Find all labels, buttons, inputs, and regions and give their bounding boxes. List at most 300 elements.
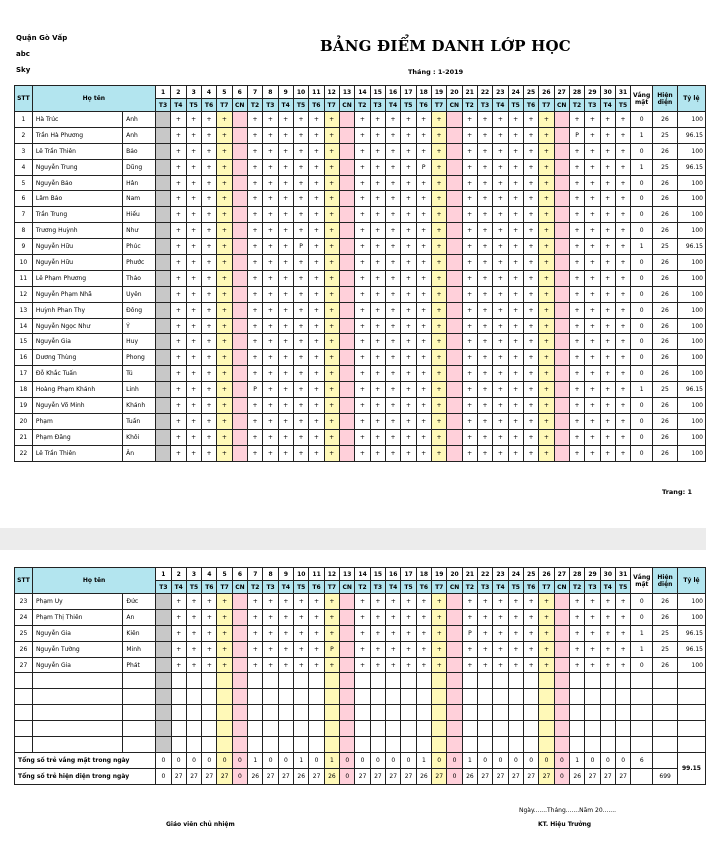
- attendance-cell: [554, 239, 569, 255]
- attendance-cell: +: [462, 350, 477, 366]
- attendance-cell: +: [401, 112, 416, 128]
- present-day-total: 27: [355, 768, 370, 784]
- empty-cell: [232, 673, 247, 689]
- present-count: 25: [653, 127, 678, 143]
- attendance-cell: +: [569, 286, 584, 302]
- attendance-cell: +: [247, 398, 262, 414]
- stt-cell: 7: [15, 207, 33, 223]
- empty-cell: [294, 673, 309, 689]
- attendance-cell: +: [462, 239, 477, 255]
- attendance-cell: [155, 270, 170, 286]
- attendance-cell: +: [539, 318, 554, 334]
- weekday-label: T5: [616, 581, 631, 594]
- attendance-cell: +: [293, 398, 308, 414]
- attendance-cell: +: [508, 429, 523, 445]
- empty-cell: [386, 673, 401, 689]
- attendance-cell: +: [370, 223, 385, 239]
- last-name-cell: Đỗ Khắc Tuấn: [32, 366, 122, 382]
- attendance-cell: [554, 625, 569, 641]
- attendance-cell: [232, 594, 247, 610]
- attendance-cell: +: [416, 175, 431, 191]
- attendance-cell: +: [539, 270, 554, 286]
- attendance-cell: +: [309, 302, 324, 318]
- absent-day-total: 0: [478, 752, 493, 768]
- attendance-cell: [554, 429, 569, 445]
- last-name-cell: Lê Trần Thiên: [32, 143, 122, 159]
- attendance-cell: +: [186, 255, 201, 271]
- attendance-cell: [232, 223, 247, 239]
- attendance-cell: +: [477, 398, 492, 414]
- attendance-cell: +: [355, 223, 370, 239]
- weekday-label: CN: [447, 99, 462, 112]
- empty-cell: [248, 721, 263, 737]
- attendance-cell: +: [201, 239, 216, 255]
- attendance-cell: +: [493, 302, 508, 318]
- present-count: 26: [653, 609, 678, 625]
- day-number: 25: [524, 568, 539, 581]
- present-count: 26: [653, 398, 678, 414]
- absent-day-total: 0: [278, 752, 293, 768]
- attendance-cell: +: [570, 641, 585, 657]
- attendance-cell: +: [324, 127, 339, 143]
- attendance-cell: +: [309, 334, 324, 350]
- attendance-cell: +: [278, 350, 293, 366]
- absent-day-total: 1: [570, 752, 585, 768]
- empty-cell: [653, 737, 678, 753]
- attendance-cell: [554, 302, 569, 318]
- attendance-cell: +: [309, 609, 324, 625]
- attendance-cell: +: [600, 175, 615, 191]
- attendance-cell: +: [600, 127, 615, 143]
- attendance-cell: +: [615, 350, 630, 366]
- attendance-cell: +: [171, 641, 186, 657]
- attendance-cell: +: [201, 191, 216, 207]
- attendance-cell: +: [186, 143, 201, 159]
- weekday-label: T4: [493, 99, 508, 112]
- attendance-cell: [447, 318, 462, 334]
- attendance-cell: +: [370, 657, 385, 673]
- attendance-cell: +: [477, 159, 492, 175]
- attendance-cell: +: [523, 445, 538, 461]
- empty-cell: [309, 737, 324, 753]
- first-name-cell: Đông: [123, 302, 156, 318]
- attendance-cell: +: [585, 318, 600, 334]
- attendance-cell: +: [401, 239, 416, 255]
- empty-cell: [432, 721, 447, 737]
- weekday-label: T5: [508, 581, 523, 594]
- attendance-cell: [232, 429, 247, 445]
- first-name-cell: Hiếu: [123, 207, 156, 223]
- attendance-cell: +: [431, 382, 446, 398]
- attendance-cell: +: [263, 112, 278, 128]
- empty-cell: [508, 737, 523, 753]
- attendance-cell: +: [278, 207, 293, 223]
- day-number: 8: [263, 86, 278, 99]
- blank-cell: [653, 752, 678, 768]
- weekday-label: T7: [324, 99, 339, 112]
- attendance-cell: +: [370, 286, 385, 302]
- attendance-cell: +: [263, 159, 278, 175]
- attendance-cell: +: [278, 223, 293, 239]
- attendance-cell: +: [401, 594, 416, 610]
- attendance-cell: +: [524, 625, 539, 641]
- empty-cell: [570, 673, 585, 689]
- absent-count: 0: [631, 350, 653, 366]
- day-number: 22: [477, 86, 492, 99]
- empty-cell: [186, 673, 201, 689]
- weekday-label: T6: [201, 99, 216, 112]
- empty-cell: [123, 673, 156, 689]
- attendance-cell: +: [477, 318, 492, 334]
- stt-cell: 27: [15, 657, 33, 673]
- present-count: 25: [653, 625, 678, 641]
- weekday-label: T2: [355, 581, 370, 594]
- empty-cell: [508, 689, 523, 705]
- attendance-cell: [447, 286, 462, 302]
- attendance-cell: +: [324, 207, 339, 223]
- attendance-cell: +: [600, 382, 615, 398]
- last-name-cell: Nguyễn Ngọc Như: [32, 318, 122, 334]
- attendance-cell: +: [508, 350, 523, 366]
- attendance-cell: +: [217, 270, 232, 286]
- attendance-cell: +: [585, 382, 600, 398]
- stt-cell: 15: [15, 334, 33, 350]
- present-day-total: 0: [447, 768, 462, 784]
- attendance-cell: [554, 112, 569, 128]
- attendance-cell: +: [293, 112, 308, 128]
- weekday-label: T5: [508, 99, 523, 112]
- empty-cell: [186, 737, 201, 753]
- empty-cell: [32, 737, 122, 753]
- day-number: 30: [600, 86, 615, 99]
- attendance-cell: +: [186, 175, 201, 191]
- attendance-cell: +: [385, 175, 400, 191]
- attendance-cell: +: [569, 398, 584, 414]
- present-count: 26: [653, 318, 678, 334]
- attendance-cell: +: [294, 625, 309, 641]
- attendance-cell: +: [171, 239, 186, 255]
- rate-cell: 100: [677, 112, 705, 128]
- attendance-cell: +: [600, 207, 615, 223]
- rate-cell: 96.15: [677, 127, 705, 143]
- rate-cell: 100: [677, 413, 705, 429]
- attendance-cell: +: [539, 239, 554, 255]
- attendance-cell: [156, 657, 171, 673]
- attendance-cell: +: [324, 382, 339, 398]
- empty-cell: [478, 737, 493, 753]
- attendance-cell: +: [416, 207, 431, 223]
- day-number: 28: [569, 86, 584, 99]
- rate-cell: 100: [677, 255, 705, 271]
- attendance-cell: +: [416, 382, 431, 398]
- attendance-cell: [447, 239, 462, 255]
- empty-cell: [600, 705, 615, 721]
- weekday-label: T4: [493, 581, 508, 594]
- weekday-label: T3: [155, 99, 170, 112]
- day-number: 18: [416, 86, 431, 99]
- attendance-cell: +: [569, 302, 584, 318]
- attendance-cell: [155, 429, 170, 445]
- attendance-cell: +: [278, 270, 293, 286]
- rate-cell: 100: [677, 270, 705, 286]
- attendance-cell: +: [600, 609, 615, 625]
- last-name-cell: Lê Trần Thiên: [32, 445, 122, 461]
- attendance-cell: [155, 175, 170, 191]
- attendance-cell: [155, 445, 170, 461]
- attendance-cell: +: [539, 334, 554, 350]
- attendance-cell: +: [385, 223, 400, 239]
- absent-count: 0: [631, 657, 653, 673]
- empty-cell: [600, 689, 615, 705]
- attendance-cell: +: [263, 594, 278, 610]
- attendance-cell: +: [186, 318, 201, 334]
- attendance-cell: +: [370, 112, 385, 128]
- attendance-cell: +: [478, 657, 493, 673]
- attendance-cell: +: [493, 413, 508, 429]
- present-count: 26: [653, 350, 678, 366]
- weekday-label: T5: [401, 99, 416, 112]
- first-name-cell: Tú: [123, 366, 156, 382]
- stt-cell: 6: [15, 191, 33, 207]
- day-number: 26: [539, 86, 554, 99]
- rate-header: Tỷ lệ: [677, 568, 705, 594]
- empty-row: [15, 689, 706, 705]
- rate-cell: 100: [677, 657, 705, 673]
- attendance-cell: +: [569, 334, 584, 350]
- absent-day-total: 0: [232, 752, 247, 768]
- attendance-cell: [155, 223, 170, 239]
- weekday-label: T3: [585, 99, 600, 112]
- attendance-cell: [232, 657, 247, 673]
- present-count: 26: [653, 594, 678, 610]
- attendance-cell: +: [217, 143, 232, 159]
- attendance-cell: [447, 175, 462, 191]
- empty-cell: [600, 721, 615, 737]
- empty-cell: [539, 705, 554, 721]
- attendance-cell: +: [508, 609, 523, 625]
- attendance-cell: +: [217, 302, 232, 318]
- attendance-cell: +: [462, 318, 477, 334]
- empty-cell: [677, 721, 705, 737]
- attendance-cell: +: [462, 413, 477, 429]
- absent-grand-total: 6: [631, 752, 653, 768]
- attendance-cell: +: [523, 223, 538, 239]
- attendance-cell: +: [263, 366, 278, 382]
- attendance-cell: +: [477, 175, 492, 191]
- attendance-cell: +: [508, 641, 523, 657]
- empty-cell: [15, 689, 33, 705]
- present-count: 26: [653, 657, 678, 673]
- day-number: 8: [263, 568, 278, 581]
- attendance-cell: +: [431, 191, 446, 207]
- attendance-cell: [447, 334, 462, 350]
- attendance-cell: +: [539, 143, 554, 159]
- day-number: 14: [355, 568, 370, 581]
- attendance-cell: +: [385, 413, 400, 429]
- last-name-cell: Trần Trung: [32, 207, 122, 223]
- day-number: 6: [232, 86, 247, 99]
- empty-cell: [653, 721, 678, 737]
- day-number: 29: [585, 568, 600, 581]
- empty-row: [15, 737, 706, 753]
- attendance-cell: +: [585, 159, 600, 175]
- attendance-cell: +: [523, 318, 538, 334]
- attendance-cell: +: [585, 286, 600, 302]
- weekday-label: CN: [554, 581, 569, 594]
- attendance-cell: +: [201, 112, 216, 128]
- day-number: 31: [616, 568, 631, 581]
- attendance-cell: +: [401, 286, 416, 302]
- attendance-cell: +: [585, 143, 600, 159]
- empty-cell: [156, 705, 171, 721]
- absent-count: 0: [631, 594, 653, 610]
- attendance-cell: [232, 159, 247, 175]
- attendance-cell: +: [278, 286, 293, 302]
- attendance-cell: [232, 318, 247, 334]
- first-name-cell: Uyên: [123, 286, 156, 302]
- attendance-cell: +: [523, 302, 538, 318]
- attendance-cell: +: [201, 382, 216, 398]
- attendance-cell: +: [523, 366, 538, 382]
- absent-count: 0: [631, 255, 653, 271]
- attendance-cell: +: [278, 191, 293, 207]
- empty-cell: [600, 673, 615, 689]
- attendance-cell: +: [370, 255, 385, 271]
- present-count: 26: [653, 429, 678, 445]
- absent-count: 0: [631, 318, 653, 334]
- empty-cell: [202, 673, 217, 689]
- attendance-cell: [156, 641, 171, 657]
- attendance-cell: +: [186, 382, 201, 398]
- attendance-cell: [339, 429, 354, 445]
- attendance-cell: +: [355, 625, 370, 641]
- attendance-cell: [339, 207, 354, 223]
- attendance-cell: +: [247, 350, 262, 366]
- attendance-cell: +: [324, 625, 339, 641]
- attendance-cell: +: [217, 175, 232, 191]
- absent-day-total: 0: [447, 752, 462, 768]
- attendance-cell: +: [477, 270, 492, 286]
- attendance-cell: +: [293, 350, 308, 366]
- weekday-label: T7: [217, 581, 232, 594]
- first-name-cell: Tuấn: [123, 413, 156, 429]
- present-day-total: 0: [340, 768, 355, 784]
- attendance-cell: [232, 191, 247, 207]
- absent-day-total: 0: [386, 752, 401, 768]
- attendance-cell: P: [569, 127, 584, 143]
- attendance-cell: P: [293, 239, 308, 255]
- present-day-total: 27: [432, 768, 447, 784]
- attendance-cell: +: [355, 302, 370, 318]
- attendance-cell: +: [416, 657, 431, 673]
- weekday-label: T3: [263, 99, 278, 112]
- present-count: 26: [653, 413, 678, 429]
- day-number: 15: [370, 86, 385, 99]
- empty-cell: [355, 721, 370, 737]
- attendance-cell: +: [493, 366, 508, 382]
- attendance-cell: +: [370, 641, 385, 657]
- attendance-cell: +: [493, 112, 508, 128]
- empty-cell: [202, 721, 217, 737]
- attendance-cell: +: [309, 625, 324, 641]
- attendance-cell: [156, 594, 171, 610]
- empty-cell: [616, 721, 631, 737]
- attendance-cell: +: [324, 350, 339, 366]
- attendance-cell: [232, 382, 247, 398]
- attendance-cell: +: [615, 270, 630, 286]
- present-day-total: 26: [248, 768, 263, 784]
- attendance-cell: +: [539, 366, 554, 382]
- absent-day-total: 0: [171, 752, 186, 768]
- first-name-cell: Ý: [123, 318, 156, 334]
- attendance-cell: +: [324, 286, 339, 302]
- attendance-cell: +: [615, 445, 630, 461]
- attendance-cell: +: [201, 223, 216, 239]
- last-name-cell: Nguyễn Bảo: [32, 175, 122, 191]
- stt-cell: 8: [15, 223, 33, 239]
- attendance-cell: +: [569, 350, 584, 366]
- attendance-cell: +: [263, 239, 278, 255]
- day-number: 15: [370, 568, 385, 581]
- attendance-table: [14, 85, 706, 462]
- attendance-cell: +: [508, 223, 523, 239]
- table-row: [15, 366, 706, 382]
- attendance-cell: +: [247, 270, 262, 286]
- attendance-cell: +: [294, 641, 309, 657]
- absent-day-total: 0: [539, 752, 554, 768]
- last-name-cell: Nguyễn Võ Minh: [32, 398, 122, 414]
- attendance-cell: +: [370, 398, 385, 414]
- attendance-cell: +: [309, 223, 324, 239]
- present-grand-total: 699: [653, 768, 678, 784]
- attendance-cell: +: [508, 191, 523, 207]
- attendance-cell: +: [431, 143, 446, 159]
- attendance-cell: +: [462, 609, 477, 625]
- attendance-cell: +: [569, 112, 584, 128]
- empty-cell: [278, 721, 293, 737]
- attendance-cell: +: [278, 594, 293, 610]
- day-number: 7: [248, 568, 263, 581]
- stt-cell: 1: [15, 112, 33, 128]
- attendance-cell: +: [186, 112, 201, 128]
- attendance-cell: +: [171, 398, 186, 414]
- attendance-cell: +: [585, 366, 600, 382]
- attendance-cell: +: [309, 429, 324, 445]
- attendance-cell: +: [431, 207, 446, 223]
- first-name-cell: Minh: [123, 641, 156, 657]
- attendance-cell: +: [477, 207, 492, 223]
- empty-cell: [493, 673, 508, 689]
- page-title: BẢNG ĐIỂM DANH LỚP HỌC: [320, 37, 571, 55]
- attendance-cell: +: [385, 350, 400, 366]
- day-number: 20: [447, 568, 462, 581]
- attendance-cell: +: [493, 398, 508, 414]
- absent-day-total: 1: [248, 752, 263, 768]
- attendance-cell: +: [309, 657, 324, 673]
- weekday-label: T7: [431, 99, 446, 112]
- attendance-cell: +: [416, 350, 431, 366]
- attendance-cell: +: [493, 429, 508, 445]
- attendance-cell: +: [539, 223, 554, 239]
- attendance-cell: +: [493, 445, 508, 461]
- table-row: [15, 191, 706, 207]
- attendance-cell: +: [508, 398, 523, 414]
- absent-count: 0: [631, 366, 653, 382]
- present-count: 25: [653, 159, 678, 175]
- attendance-cell: +: [294, 609, 309, 625]
- attendance-cell: +: [370, 350, 385, 366]
- attendance-cell: +: [600, 302, 615, 318]
